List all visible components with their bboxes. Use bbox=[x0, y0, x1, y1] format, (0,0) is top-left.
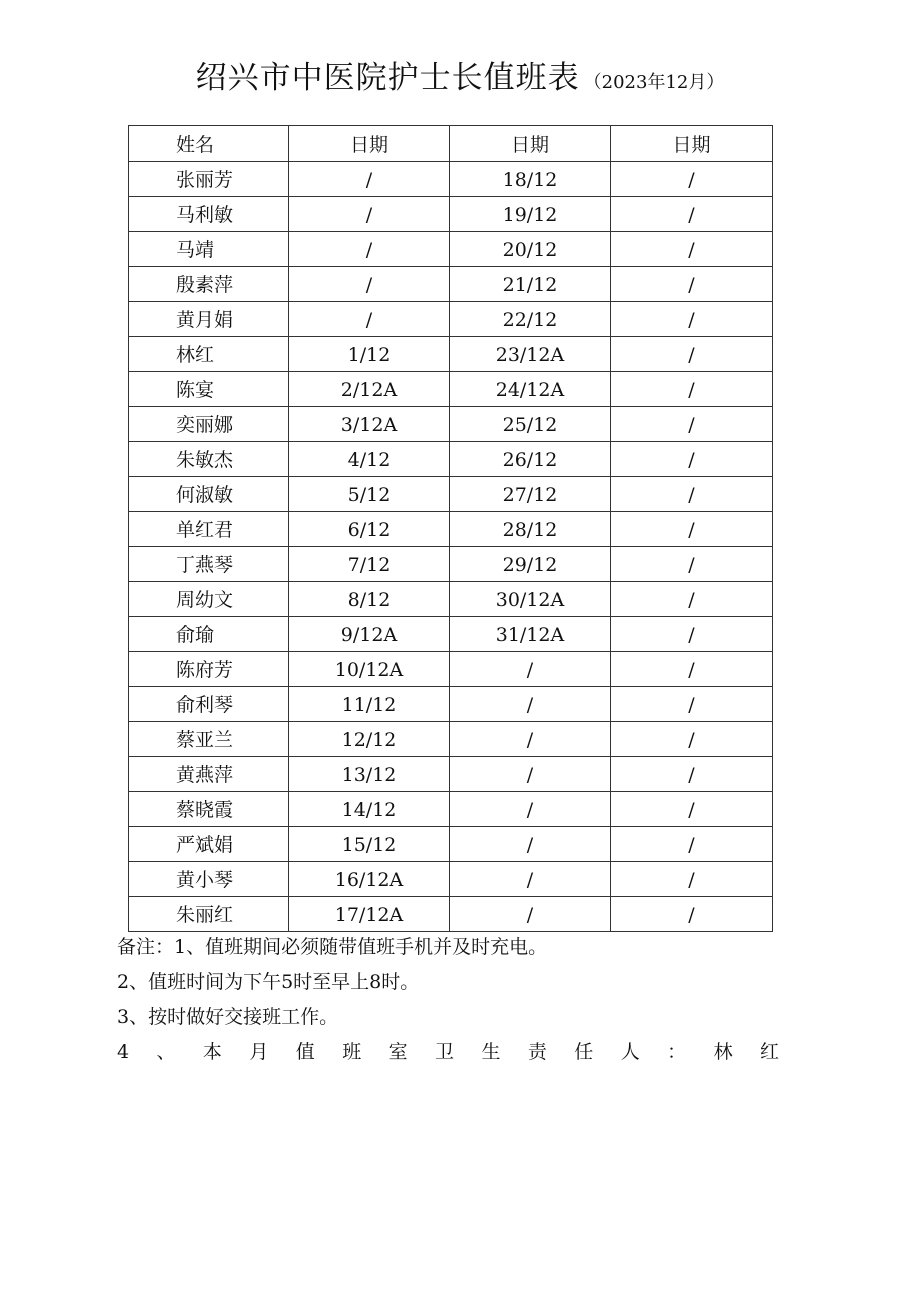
cell-date-1: 9/12A bbox=[289, 617, 450, 652]
cell-date-1: 14/12 bbox=[289, 792, 450, 827]
cell-date-1: 11/12 bbox=[289, 687, 450, 722]
table-row bbox=[129, 617, 773, 652]
cell-name: 朱敏杰 bbox=[129, 442, 289, 477]
cell-date-3: / bbox=[611, 617, 773, 652]
column-header-date-3: 日期 bbox=[611, 126, 773, 162]
cell-date-2: / bbox=[450, 792, 611, 827]
cell-date-2: 21/12 bbox=[450, 267, 611, 302]
note-line-2: 2、值班时间为下午5时至早上8时。 bbox=[117, 971, 420, 993]
table-row bbox=[129, 512, 773, 547]
cell-date-3: / bbox=[611, 372, 773, 407]
cell-date-2: 18/12 bbox=[450, 162, 611, 197]
table-row bbox=[129, 547, 773, 582]
cell-name: 黄月娟 bbox=[129, 302, 289, 337]
cell-name: 奕丽娜 bbox=[129, 407, 289, 442]
cell-name: 殷素萍 bbox=[129, 267, 289, 302]
cell-date-2: / bbox=[450, 862, 611, 897]
cell-date-3: / bbox=[611, 582, 773, 617]
note-line-4-char: 班 bbox=[342, 1041, 362, 1063]
cell-date-1: / bbox=[289, 197, 450, 232]
cell-date-3: / bbox=[611, 757, 773, 792]
note-line-4-char: 、 bbox=[156, 1041, 176, 1063]
cell-date-3: / bbox=[611, 687, 773, 722]
table-row bbox=[129, 162, 773, 197]
note-line-4-char: 林 bbox=[713, 1041, 733, 1063]
cell-name: 林红 bbox=[129, 337, 289, 372]
table-row bbox=[129, 652, 773, 687]
cell-date-1: 12/12 bbox=[289, 722, 450, 757]
cell-date-1: / bbox=[289, 267, 450, 302]
cell-date-2: 22/12 bbox=[450, 302, 611, 337]
cell-name: 陈府芳 bbox=[129, 652, 289, 687]
note-line-4-char: 室 bbox=[388, 1041, 408, 1063]
cell-name: 马靖 bbox=[129, 232, 289, 267]
cell-date-1: 2/12A bbox=[289, 372, 450, 407]
cell-date-1: 3/12A bbox=[289, 407, 450, 442]
cell-date-1: 7/12 bbox=[289, 547, 450, 582]
cell-name: 蔡亚兰 bbox=[129, 722, 289, 757]
title-subtitle: （2023年12月） bbox=[583, 72, 725, 93]
cell-date-3: / bbox=[611, 792, 773, 827]
cell-name: 黄燕萍 bbox=[129, 757, 289, 792]
cell-date-1: 5/12 bbox=[289, 477, 450, 512]
table-row bbox=[129, 722, 773, 757]
cell-name: 马利敏 bbox=[129, 197, 289, 232]
cell-date-1: / bbox=[289, 162, 450, 197]
cell-date-2: / bbox=[450, 897, 611, 932]
note-line-4-char: 本 bbox=[202, 1041, 222, 1063]
title-main: 绍兴市中医院护士长值班表 bbox=[195, 60, 580, 96]
cell-date-2: 25/12 bbox=[450, 407, 611, 442]
cell-name: 何淑敏 bbox=[129, 477, 289, 512]
cell-date-2: 28/12 bbox=[450, 512, 611, 547]
column-header-date-2: 日期 bbox=[450, 126, 611, 162]
cell-date-2: / bbox=[450, 652, 611, 687]
cell-date-2: 19/12 bbox=[450, 197, 611, 232]
note-line-4-char: 任 bbox=[574, 1041, 594, 1063]
table-row bbox=[129, 197, 773, 232]
cell-date-1: 8/12 bbox=[289, 582, 450, 617]
cell-date-3: / bbox=[611, 302, 773, 337]
cell-date-2: 26/12 bbox=[450, 442, 611, 477]
table-row bbox=[129, 232, 773, 267]
cell-date-1: 10/12A bbox=[289, 652, 450, 687]
note-line-4-char: ： bbox=[667, 1041, 687, 1063]
note-line-4-char: 值 bbox=[295, 1041, 315, 1063]
cell-name: 严斌娟 bbox=[129, 827, 289, 862]
table-row bbox=[129, 862, 773, 897]
cell-date-2: / bbox=[450, 722, 611, 757]
cell-name: 黄小琴 bbox=[129, 862, 289, 897]
table-body bbox=[129, 162, 773, 932]
cell-date-3: / bbox=[611, 512, 773, 547]
cell-date-3: / bbox=[611, 442, 773, 477]
cell-date-2: 27/12 bbox=[450, 477, 611, 512]
table-row bbox=[129, 372, 773, 407]
cell-date-2: / bbox=[450, 687, 611, 722]
table-row bbox=[129, 827, 773, 862]
table-row bbox=[129, 337, 773, 372]
cell-date-3: / bbox=[611, 547, 773, 582]
cell-name: 单红君 bbox=[129, 512, 289, 547]
cell-date-3: / bbox=[611, 267, 773, 302]
note-line-4-char: 卫 bbox=[435, 1041, 455, 1063]
cell-date-2: 24/12A bbox=[450, 372, 611, 407]
cell-date-3: / bbox=[611, 197, 773, 232]
table-row bbox=[129, 302, 773, 337]
cell-date-3: / bbox=[611, 477, 773, 512]
note-line-4-char: 责 bbox=[527, 1041, 547, 1063]
cell-date-1: 4/12 bbox=[289, 442, 450, 477]
cell-name: 俞瑜 bbox=[129, 617, 289, 652]
cell-name: 周幼文 bbox=[129, 582, 289, 617]
cell-date-3: / bbox=[611, 652, 773, 687]
note-line-4-char: 生 bbox=[481, 1041, 501, 1063]
cell-date-3: / bbox=[611, 337, 773, 372]
document-title bbox=[0, 52, 920, 97]
cell-date-2: 23/12A bbox=[450, 337, 611, 372]
table-row bbox=[129, 757, 773, 792]
table-row bbox=[129, 897, 773, 932]
cell-date-1: / bbox=[289, 232, 450, 267]
cell-date-3: / bbox=[611, 827, 773, 862]
cell-date-2: 30/12A bbox=[450, 582, 611, 617]
cell-date-2: / bbox=[450, 757, 611, 792]
cell-name: 陈宴 bbox=[129, 372, 289, 407]
column-header-name: 姓名 bbox=[129, 126, 289, 162]
cell-date-1: 17/12A bbox=[289, 897, 450, 932]
cell-date-3: / bbox=[611, 722, 773, 757]
note-line-4 bbox=[117, 1035, 779, 1070]
table-row bbox=[129, 407, 773, 442]
duty-roster-table bbox=[128, 125, 773, 932]
cell-date-2: / bbox=[450, 827, 611, 862]
table-row bbox=[129, 477, 773, 512]
cell-name: 蔡晓霞 bbox=[129, 792, 289, 827]
cell-date-3: / bbox=[611, 162, 773, 197]
cell-name: 俞利琴 bbox=[129, 687, 289, 722]
cell-date-3: / bbox=[611, 897, 773, 932]
cell-date-3: / bbox=[611, 862, 773, 897]
note-line-4-char: 4 bbox=[117, 1041, 130, 1063]
cell-date-3: / bbox=[611, 407, 773, 442]
table-row bbox=[129, 792, 773, 827]
note-line-4-char: 月 bbox=[249, 1041, 269, 1063]
cell-date-1: 15/12 bbox=[289, 827, 450, 862]
table-row bbox=[129, 267, 773, 302]
note-line-4-char: 人 bbox=[620, 1041, 640, 1063]
cell-name: 张丽芳 bbox=[129, 162, 289, 197]
cell-date-1: 16/12A bbox=[289, 862, 450, 897]
cell-date-1: 13/12 bbox=[289, 757, 450, 792]
cell-date-2: 31/12A bbox=[450, 617, 611, 652]
notes-section bbox=[117, 930, 787, 1070]
cell-name: 朱丽红 bbox=[129, 897, 289, 932]
note-line-4-char: 红 bbox=[759, 1041, 779, 1063]
table-header-row bbox=[129, 126, 773, 162]
cell-date-1: 6/12 bbox=[289, 512, 450, 547]
cell-name: 丁燕琴 bbox=[129, 547, 289, 582]
cell-date-1: 1/12 bbox=[289, 337, 450, 372]
cell-date-2: 29/12 bbox=[450, 547, 611, 582]
note-line-3: 3、按时做好交接班工作。 bbox=[117, 1006, 339, 1028]
table-row bbox=[129, 442, 773, 477]
cell-date-3: / bbox=[611, 232, 773, 267]
column-header-date-1: 日期 bbox=[289, 126, 450, 162]
cell-date-2: 20/12 bbox=[450, 232, 611, 267]
cell-date-1: / bbox=[289, 302, 450, 337]
table-row bbox=[129, 687, 773, 722]
note-line-1: 备注：1、值班期间必须随带值班手机并及时充电。 bbox=[117, 936, 548, 958]
table-row bbox=[129, 582, 773, 617]
